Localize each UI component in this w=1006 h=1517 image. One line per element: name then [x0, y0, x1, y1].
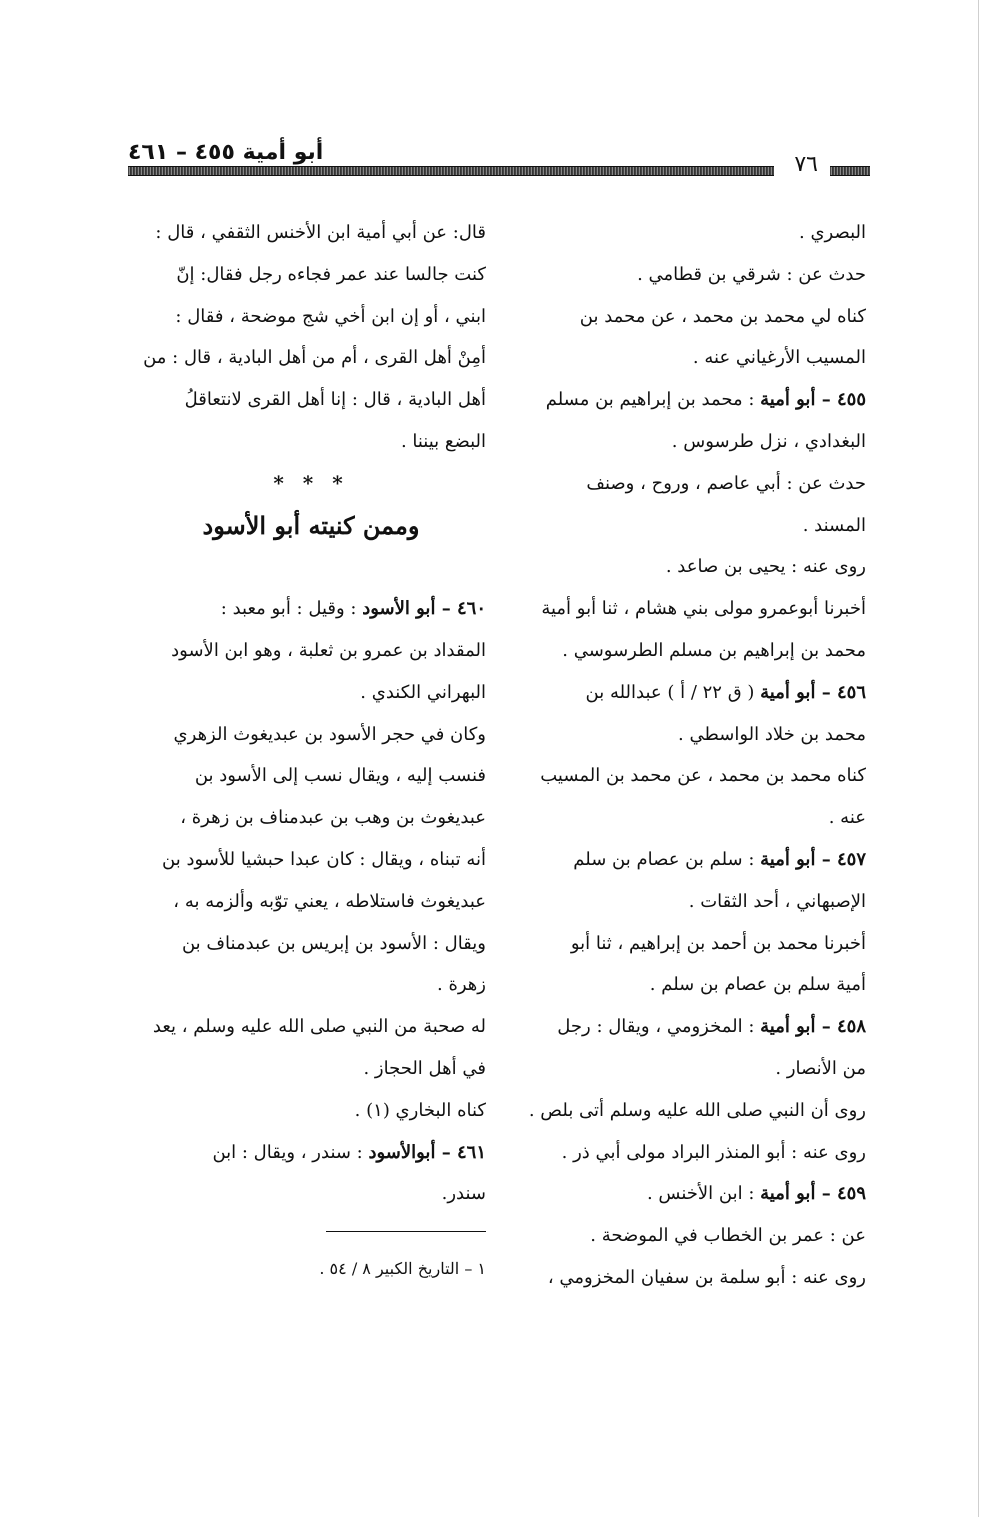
- entry-heading: ٤٦١ – أبوالأسود: [368, 1141, 486, 1163]
- line-text: في أهل الحجاز .: [363, 1057, 486, 1079]
- line-text: أخبرنا أبوعمرو مولى بني هشام ، ثنا أبو أمية: [541, 598, 866, 620]
- text-line: [516, 755, 866, 797]
- text-line: [136, 755, 486, 797]
- text-line: [516, 672, 866, 714]
- line-text: : سلم بن عصام بن سلم: [573, 848, 761, 870]
- line-text: محمد بن خلاد الواسطي .: [678, 723, 866, 745]
- line-text: : ابن الأخنس .: [646, 1183, 761, 1205]
- text-line: [516, 797, 866, 839]
- text-line: [516, 1215, 866, 1257]
- text-line: [516, 296, 866, 338]
- page-edge-line: [978, 0, 979, 1517]
- line-text: حدث عن : شرقي بن قطامي .: [637, 263, 866, 285]
- line-text: المسيب الأرغياني عنه .: [692, 347, 866, 369]
- text-line: [516, 212, 866, 254]
- text-line: [516, 379, 866, 421]
- line-text: : المخزومي ، ويقال : رجل: [557, 1016, 761, 1038]
- text-line: [516, 839, 866, 881]
- text-line: [136, 296, 486, 338]
- line-text: البغدادي ، نزل طرسوس .: [671, 430, 866, 452]
- entry-heading: ٤٥٩ – أبو أمية: [760, 1183, 866, 1205]
- text-line: [136, 212, 486, 254]
- line-text: كناه محمد بن محمد ، عن محمد بن المسيب: [540, 765, 866, 787]
- line-text: ( ق ٢٢ / أ ) عبدالله بن: [585, 681, 761, 703]
- header-rule: [128, 166, 774, 176]
- line-text: ابني ، أو إن ابن أخي شج موضحة ، فقال :: [175, 305, 486, 327]
- running-title: أبو أمية ٤٥٥ – ٤٦١: [128, 140, 324, 165]
- page-number: ٧٦: [794, 152, 818, 177]
- line-text: : سندر ، ويقال : ابن: [212, 1141, 369, 1163]
- section-title: وممن كنيته أبو الأسود: [202, 510, 420, 540]
- line-text: سندر.: [441, 1183, 486, 1205]
- line-text: محمد بن إبراهيم بن مسلم الطرسوسي .: [562, 639, 866, 661]
- text-line: [516, 881, 866, 923]
- text-line: [136, 254, 486, 296]
- line-text: عنه .: [828, 807, 866, 829]
- text-line: [516, 714, 866, 756]
- line-text: البصري .: [799, 222, 866, 243]
- line-text: وكان في حجر الأسود بن عبديغوث الزهري: [173, 723, 486, 745]
- line-text: روى عنه : أبو سلمة بن سفيان المخزومي ،: [547, 1266, 866, 1288]
- text-line: [136, 714, 486, 756]
- line-text: أمِنْ أهل القرى ، أم من أهل البادية ، قال : من: [143, 347, 486, 369]
- entry-heading: ٤٥٥ – أبو أمية: [760, 389, 866, 411]
- text-line: [516, 1173, 866, 1215]
- text-line: [516, 1048, 866, 1090]
- text-line: [516, 463, 866, 505]
- entry-heading: ٤٥٧ – أبو أمية: [760, 848, 866, 870]
- section-gap: [136, 546, 486, 588]
- text-line: [136, 923, 486, 965]
- line-text: الإصبهاني ، أحد الثقات .: [688, 890, 866, 912]
- line-text: أمية سلم بن عصام بن سلم .: [649, 974, 866, 996]
- text-line: [136, 797, 486, 839]
- text-line: [136, 1173, 486, 1215]
- line-text: البضع بيننا .: [400, 430, 486, 452]
- line-text: ويقال : الأسود بن إبريس بن عبدمناف بن: [181, 932, 486, 954]
- line-text: المسند .: [802, 514, 866, 536]
- line-text: أنه تبناه ، ويقال : كان عبدا حبشيا للأسود بن: [162, 848, 486, 870]
- text-line: [516, 505, 866, 547]
- text-line: [516, 1257, 866, 1299]
- entry-heading: ٤٦٠ – أبو الأسود: [362, 598, 486, 620]
- text-line: [136, 672, 486, 714]
- text-line: [136, 337, 486, 379]
- footnote: ١ – التاريخ الكبير ٨ / ٥٤ .: [319, 1259, 486, 1279]
- text-line: [136, 379, 486, 421]
- text-line: [516, 630, 866, 672]
- text-line: [516, 1090, 866, 1132]
- page-header: [128, 138, 870, 188]
- line-text: عبديغوث بن وهب بن عبدمناف بن زهرة ،: [180, 807, 486, 829]
- entry-heading: ٤٥٦ – أبو أمية: [760, 681, 866, 703]
- text-line: [516, 1006, 866, 1048]
- text-line: [136, 839, 486, 881]
- text-line: [136, 421, 486, 463]
- line-text: كنت جالسا عند عمر فجاءه رجل فقال: إنّ: [176, 263, 486, 285]
- text-line: [516, 1132, 866, 1174]
- line-text: روى عنه : أبو المنذر البراد مولى أبي ذر .: [561, 1141, 866, 1163]
- right-column: [516, 212, 866, 1299]
- line-text: المقداد بن عمرو بن ثعلبة ، وهو ابن الأسود: [171, 639, 486, 661]
- line-text: زهرة .: [437, 974, 486, 996]
- text-line: [516, 337, 866, 379]
- line-text: عن : عمر بن الخطاب في الموضحة .: [590, 1225, 866, 1247]
- text-line: [516, 421, 866, 463]
- line-text: فنسب إليه ، ويقال نسب إلى الأسود بن: [194, 765, 486, 787]
- text-line: [516, 923, 866, 965]
- text-line: [136, 1048, 486, 1090]
- line-text: عبديغوث فاستلاطه ، يعني توّبه وألزمه به ،: [173, 890, 486, 912]
- text-line: [136, 630, 486, 672]
- line-text: كناه البخاري (١) .: [354, 1099, 486, 1121]
- line-text: أهل البادية ، قال : إنا أهل القرى لانتعاقلُ: [184, 389, 486, 411]
- line-text: : وقيل : أبو معبد :: [220, 598, 363, 620]
- text-line: [136, 1006, 486, 1048]
- separator-stars: * * *: [273, 470, 349, 495]
- line-text: : محمد بن إبراهيم بن مسلم: [545, 389, 761, 411]
- line-text: حدث عن : أبي عاصم ، وروح ، وصنف: [586, 472, 866, 494]
- text-line: [136, 964, 486, 1006]
- entry-heading: ٤٥٨ – أبو أمية: [760, 1016, 866, 1038]
- header-rule-end: [830, 166, 870, 176]
- text-line: [136, 881, 486, 923]
- line-text: له صحبة من النبي صلى الله عليه وسلم ، يعد: [152, 1016, 486, 1038]
- line-text: البهراني الكندي .: [360, 681, 486, 703]
- text-line: [136, 588, 486, 630]
- left-column-bottom: [136, 588, 486, 1215]
- footnote-rule: [326, 1231, 486, 1232]
- line-text: كناه لي محمد بن محمد ، عن محمد بن: [579, 305, 866, 327]
- text-line: [516, 588, 866, 630]
- left-column-top: [136, 212, 486, 463]
- line-text: روى أن النبي صلى الله عليه وسلم أتى بلص .: [528, 1099, 866, 1121]
- line-text: من الأنصار .: [775, 1057, 866, 1079]
- text-line: [516, 964, 866, 1006]
- text-line: [516, 254, 866, 296]
- text-line: [136, 1132, 486, 1174]
- line-text: روى عنه : يحيى بن صاعد .: [665, 556, 866, 578]
- text-line: [516, 546, 866, 588]
- line-text: أخبرنا محمد بن أحمد بن إبراهيم ، ثنا أبو: [570, 932, 866, 954]
- line-text: قال: عن أبي أمية ابن الأخنس الثقفي ، قال :: [155, 222, 486, 243]
- left-column: [136, 212, 486, 1290]
- text-line: [136, 1090, 486, 1132]
